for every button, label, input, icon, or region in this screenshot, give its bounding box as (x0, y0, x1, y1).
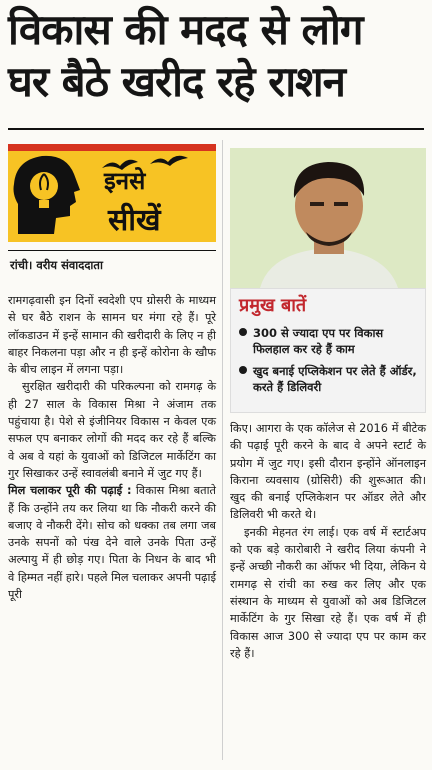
right-paragraph-2: इनकी मेहनत रंग लाई। एक वर्ष में स्टार्टअप को एक बड़े कारोबारी ने खरीद लिया कंपनी ने इन्हें अच्छी नौकरी का ऑफर भी दिया, लेकिन ये रामगढ़ से रांची का रुख कर लिए और एक संस्थान के माध्यम से युवाओं को अब डिजिटल मार्केटिंग के गुर सिखा रहे हैं। एक वर्ष में ही विकास आज 300 से ज्यादा एप पर काम कर रहे हैं। (230, 525, 426, 660)
left-paragraph-1: रामगढ़वासी इन दिनों स्वदेशी एप ग्रोसरी के माध्यम से घर बैठे राशन के सामन घर मंगा रहे हैं। पूरे लॉकडाउन में इन्हें सामान की खरीदारी के लिए न ही बाहर निकलना पड़ा और न ही इन्हें कोरोना के खौफ के बीच लाइन में लगना पड़ा। (8, 294, 216, 377)
bullet-icon (239, 328, 247, 336)
headline (8, 4, 428, 108)
head-lightbulb-icon (8, 144, 103, 242)
portrait-photo (230, 148, 426, 288)
byline: रांची। वरीय संवाददाता (10, 258, 103, 272)
byline-rule (8, 250, 216, 251)
lesson-box (8, 144, 216, 242)
person-portrait-icon (230, 148, 426, 288)
column-divider (222, 140, 223, 760)
left-paragraph-2: सुरक्षित खरीदारी की परिकल्पना को रामगढ़ के ही 27 साल के विकास मिश्रा ने अंजाम तक पहुंचाया है। पेशे से इंजीनियर विकास न केवल एक सफल एप बनाकर लोगों की मदद कर रहे हैं बल्कि वे अब वे यहां के युवाओं को डिजिटल मार्केटिंग का गुर सिखाकर उन्हें स्वावलंबी बनाने में जुट गए हैं। (8, 380, 216, 480)
headline-line-1: विकास की मदद से लोग (8, 5, 363, 54)
right-paragraph-1: किए। आगरा के एक कॉलेज से 2016 में बीटेक की पढ़ाई पूरी करने के बाद वे अपने स्टार्ट के प्रयोग में जुट गए। इसी दौरान इन्होंने ऑनलाइन किराना व्यवसाय (ग्रोसिरी) की शुरूआत की। खुद की बनाई एप्लिकेशन पर ऑडर लेते और डिलिवरी भी करते थे। (230, 422, 426, 522)
key-point-item (239, 363, 423, 395)
key-point-item (239, 325, 423, 357)
key-points-list (239, 325, 423, 401)
bullet-icon (239, 366, 247, 374)
left-paragraph-3 (8, 482, 216, 603)
left-column (8, 292, 216, 603)
left-paragraph-3-text: विकास मिश्रा बताते हैं कि उन्होंने तय कर लिया था कि नौकरी करने की बजाए वे नौकरी देंगे। सोच को धक्का तब लगा जब उनके सपनों को पंख देने वाले उनके पिता उन्हें अल्पायु में ही छोड़ गए। पिता के निधन के बाद भी वे हिम्मत नहीं हारे। पहले मिल चलाकर अपनी पढ़ाई पूरी (8, 484, 216, 602)
lesson-title-line-1: इनसे (104, 167, 146, 195)
key-point-text: खुद बनाई एप्लिकेशन पर लेते हैं ऑर्डर, करते हैं डिलिवरी (253, 364, 417, 394)
headline-line-2: घर बैठे खरीद रहे राशन (8, 57, 345, 106)
headline-divider (8, 128, 424, 130)
subheading: मिल चलाकर पूरी की पढ़ाई : (8, 484, 132, 498)
key-points-box (230, 288, 426, 413)
key-point-text: 300 से ज्यादा एप पर विकास फिलहाल कर रहे हैं काम (253, 326, 384, 356)
key-points-title: प्रमुख बातें (239, 295, 307, 316)
lesson-title-line-2: सीखें (108, 203, 161, 238)
right-column (230, 420, 426, 662)
